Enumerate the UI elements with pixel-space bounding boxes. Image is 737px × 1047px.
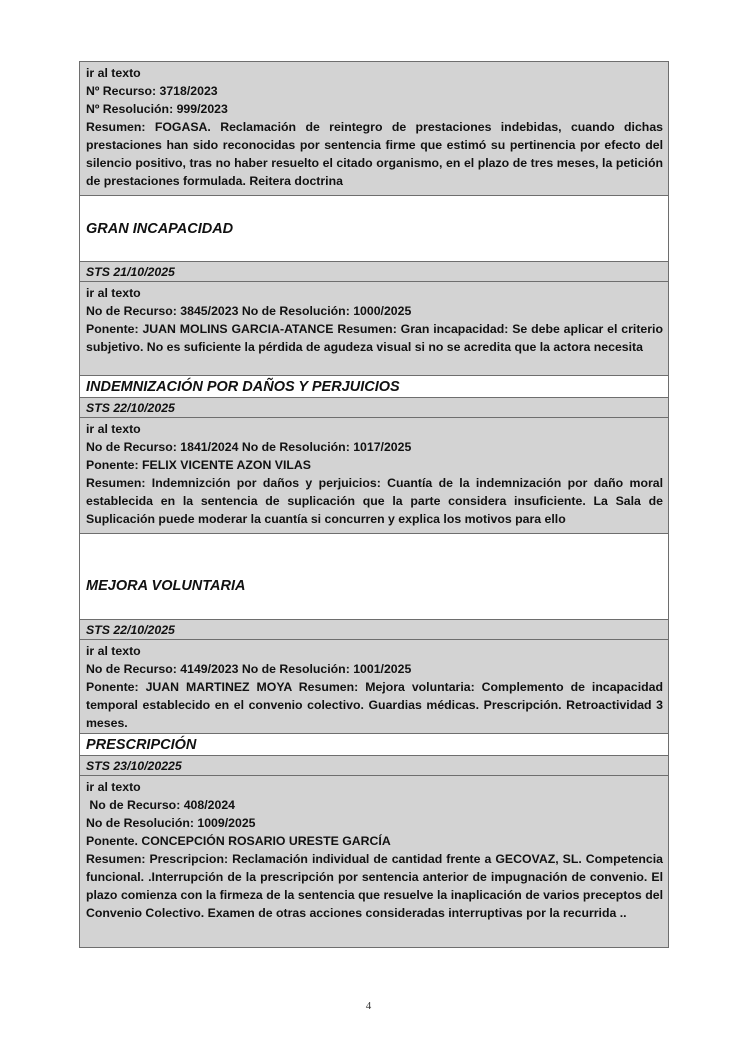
ruling-numbers: No de Recurso: 3845/2023 No de Resolución: 1000/2025	[86, 304, 412, 318]
ruling-entry	[79, 61, 669, 196]
ruling-date: STS 22/10/2025	[79, 620, 669, 640]
ruling-summary: Ponente: JUAN MOLINS GARCIA-ATANCE Resumen: Gran incapacidad: Se debe aplicar el criterio subjetivo. No es suficiente la pérdida de agudeza visual si no se acredita que la actora necesita	[86, 322, 663, 354]
section-heading-indemnizacion	[79, 376, 669, 398]
ruling-summary: Resumen: Indemnizción por daños y perjuicios: Cuantía de la indemnización por daño moral establecida en la sentencia de suplicación que la parte considera insuficiente. La Sala de Suplicación puede moderar la cuantía si concurren y explica los motivos para ello	[86, 476, 663, 526]
section-title: MEJORA VOLUNTARIA	[86, 577, 246, 594]
resolucion-number: No de Resolución: 1009/2025	[86, 816, 256, 830]
ir-al-texto-link[interactable]: ir al texto	[86, 422, 141, 436]
recurso-number: No de Recurso: 408/2024	[86, 798, 235, 812]
ruling-date: STS 22/10/2025	[79, 398, 669, 418]
ruling-date: STS 21/10/2025	[79, 262, 669, 282]
recurso-number: Nº Recurso: 3718/2023	[86, 84, 218, 98]
ruling-entry	[79, 418, 669, 534]
section-title: INDEMNIZACIÓN POR DAÑOS Y PERJUICIOS	[86, 378, 400, 395]
ir-al-texto-link[interactable]: ir al texto	[86, 644, 141, 658]
ruling-ponente: Ponente: FELIX VICENTE AZON VILAS	[86, 458, 312, 472]
ruling-numbers: No de Recurso: 4149/2023 No de Resolución: 1001/2025	[86, 662, 412, 676]
ruling-entry	[79, 640, 669, 734]
section-title: GRAN INCAPACIDAD	[86, 220, 234, 237]
ruling-date: STS 23/10/20225	[79, 756, 669, 776]
ruling-numbers: No de Recurso: 1841/2024 No de Resolución: 1017/2025	[86, 440, 412, 454]
ruling-entry	[79, 776, 669, 948]
resolucion-number: Nº Resolución: 999/2023	[86, 102, 228, 116]
document-page	[79, 61, 669, 948]
ruling-entry	[79, 282, 669, 376]
section-title: PRESCRIPCIÓN	[86, 736, 197, 753]
section-heading-mejora-voluntaria	[79, 534, 669, 620]
ir-al-texto-link[interactable]: ir al texto	[86, 66, 141, 80]
ruling-ponente: Ponente. CONCEPCIÓN ROSARIO URESTE GARCÍA	[86, 834, 391, 848]
ruling-summary: Resumen: Prescripcion: Reclamación individual de cantidad frente a GECOVAZ, SL. Competencia funcional. .Interrupción de la prescripción por sentencia anterior de impugnación de convenio. El plazo comienza con la firmeza de la sentencia que resuelve la inaplicación de varios preceptos del Convenio Colectivo. Examen de otras acciones consideradas interruptivas por la recurrida ..	[86, 852, 663, 920]
page-number: 4	[365, 1000, 372, 1012]
section-heading-prescripcion	[79, 734, 669, 756]
ir-al-texto-link[interactable]: ir al texto	[86, 780, 141, 794]
ruling-summary: Ponente: JUAN MARTINEZ MOYA Resumen: Mejora voluntaria: Complemento de incapacidad temporal establecido en el convenio colectivo. Guardias médicas. Prescripción. Retroactividad 3 meses.	[86, 680, 663, 730]
ir-al-texto-link[interactable]: ir al texto	[86, 286, 141, 300]
section-heading-gran-incapacidad	[79, 196, 669, 262]
ruling-summary: Resumen: FOGASA. Reclamación de reintegro de prestaciones indebidas, cuando dichas prestaciones han sido reconocidas por sentencia firme que estimó su pertinencia por efecto del silencio positivo, tras no haber resuelto el citado organismo, en el plazo de tres meses, la petición de prestaciones formulada. Reitera doctrina	[86, 120, 663, 188]
